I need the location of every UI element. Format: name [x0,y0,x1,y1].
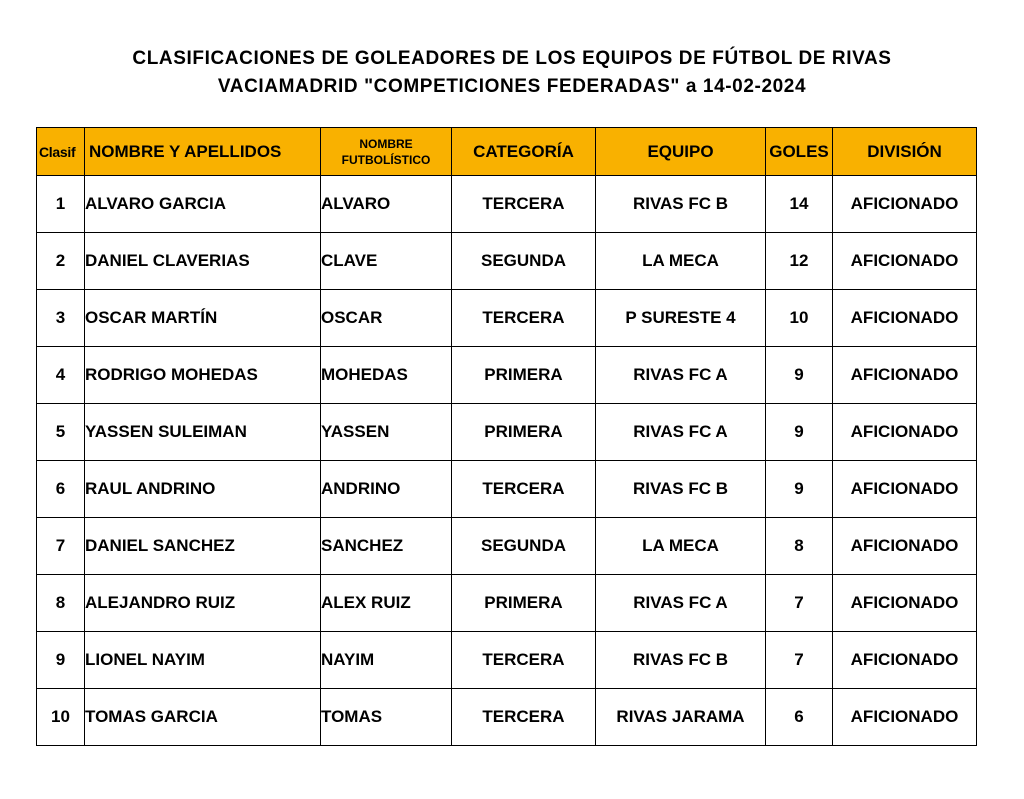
title-line-1: CLASIFICACIONES DE GOLEADORES DE LOS EQUIPOS DE FÚTBOL DE RIVAS [132,48,892,69]
cell-division: AFICIONADO [833,347,977,404]
header-goles: GOLES [766,128,833,176]
cell-equipo: RIVAS FC A [596,575,766,632]
cell-nombre: RODRIGO MOHEDAS [85,347,321,404]
cell-division: AFICIONADO [833,689,977,746]
cell-division: AFICIONADO [833,176,977,233]
header-nombre-futbolistico [321,128,452,176]
cell-goles: 9 [766,347,833,404]
cell-futbolistico: CLAVE [321,233,452,290]
cell-equipo: RIVAS FC A [596,347,766,404]
cell-goles: 7 [766,575,833,632]
cell-equipo: RIVAS JARAMA [596,689,766,746]
cell-goles: 10 [766,290,833,347]
cell-futbolistico: ALEX RUIZ [321,575,452,632]
cell-nombre: DANIEL SANCHEZ [85,518,321,575]
cell-clasif: 6 [37,461,85,518]
cell-nombre: ALVARO GARCIA [85,176,321,233]
table-row [37,461,977,518]
cell-goles: 7 [766,632,833,689]
header-nombre-futbolistico-line2: FUTBOLÍSTICO [341,152,431,167]
cell-clasif: 10 [37,689,85,746]
cell-futbolistico: ALVARO [321,176,452,233]
cell-categoria: SEGUNDA [452,233,596,290]
table-row [37,233,977,290]
table-row [37,689,977,746]
cell-clasif: 2 [37,233,85,290]
table-row [37,290,977,347]
cell-categoria: PRIMERA [452,575,596,632]
cell-categoria: TERCERA [452,689,596,746]
cell-futbolistico: ANDRINO [321,461,452,518]
cell-clasif: 7 [37,518,85,575]
cell-nombre: OSCAR MARTÍN [85,290,321,347]
header-nombre-futbolistico-line1: NOMBRE [359,136,413,151]
scorers-table [36,127,977,746]
cell-clasif: 8 [37,575,85,632]
cell-division: AFICIONADO [833,290,977,347]
cell-division: AFICIONADO [833,404,977,461]
cell-nombre: YASSEN SULEIMAN [85,404,321,461]
cell-clasif: 4 [37,347,85,404]
header-equipo: EQUIPO [596,128,766,176]
cell-futbolistico: MOHEDAS [321,347,452,404]
cell-futbolistico: SANCHEZ [321,518,452,575]
cell-futbolistico: NAYIM [321,632,452,689]
cell-clasif: 9 [37,632,85,689]
table-row [37,347,977,404]
cell-futbolistico: TOMAS [321,689,452,746]
cell-categoria: TERCERA [452,176,596,233]
cell-equipo: RIVAS FC B [596,176,766,233]
table-row [37,632,977,689]
cell-categoria: TERCERA [452,290,596,347]
title-line-2: VACIAMADRID "COMPETICIONES FEDERADAS" a 14-02-2024 [217,76,807,97]
table-row [37,404,977,461]
cell-division: AFICIONADO [833,461,977,518]
cell-categoria: SEGUNDA [452,518,596,575]
cell-clasif: 1 [37,176,85,233]
cell-clasif: 5 [37,404,85,461]
table-row [37,575,977,632]
header-categoria: CATEGORÍA [452,128,596,176]
cell-equipo: P SURESTE 4 [596,290,766,347]
cell-nombre: LIONEL NAYIM [85,632,321,689]
cell-equipo: RIVAS FC B [596,461,766,518]
header-clasif: Clasif [37,128,85,176]
cell-division: AFICIONADO [833,575,977,632]
cell-nombre: ALEJANDRO RUIZ [85,575,321,632]
cell-equipo: RIVAS FC A [596,404,766,461]
table-header-row [37,128,977,176]
cell-categoria: PRIMERA [452,347,596,404]
cell-goles: 8 [766,518,833,575]
cell-categoria: PRIMERA [452,404,596,461]
cell-goles: 9 [766,461,833,518]
cell-goles: 14 [766,176,833,233]
cell-futbolistico: OSCAR [321,290,452,347]
cell-equipo: LA MECA [596,233,766,290]
cell-categoria: TERCERA [452,632,596,689]
cell-categoria: TERCERA [452,461,596,518]
cell-nombre: RAUL ANDRINO [85,461,321,518]
cell-clasif: 3 [37,290,85,347]
table-row [37,176,977,233]
table-row [37,518,977,575]
cell-division: AFICIONADO [833,632,977,689]
header-division: DIVISIÓN [833,128,977,176]
cell-division: AFICIONADO [833,233,977,290]
cell-futbolistico: YASSEN [321,404,452,461]
cell-equipo: RIVAS FC B [596,632,766,689]
cell-goles: 9 [766,404,833,461]
header-nombre: NOMBRE Y APELLIDOS [85,128,321,176]
cell-nombre: DANIEL CLAVERIAS [85,233,321,290]
cell-division: AFICIONADO [833,518,977,575]
cell-goles: 12 [766,233,833,290]
cell-nombre: TOMAS GARCIA [85,689,321,746]
cell-goles: 6 [766,689,833,746]
cell-equipo: LA MECA [596,518,766,575]
